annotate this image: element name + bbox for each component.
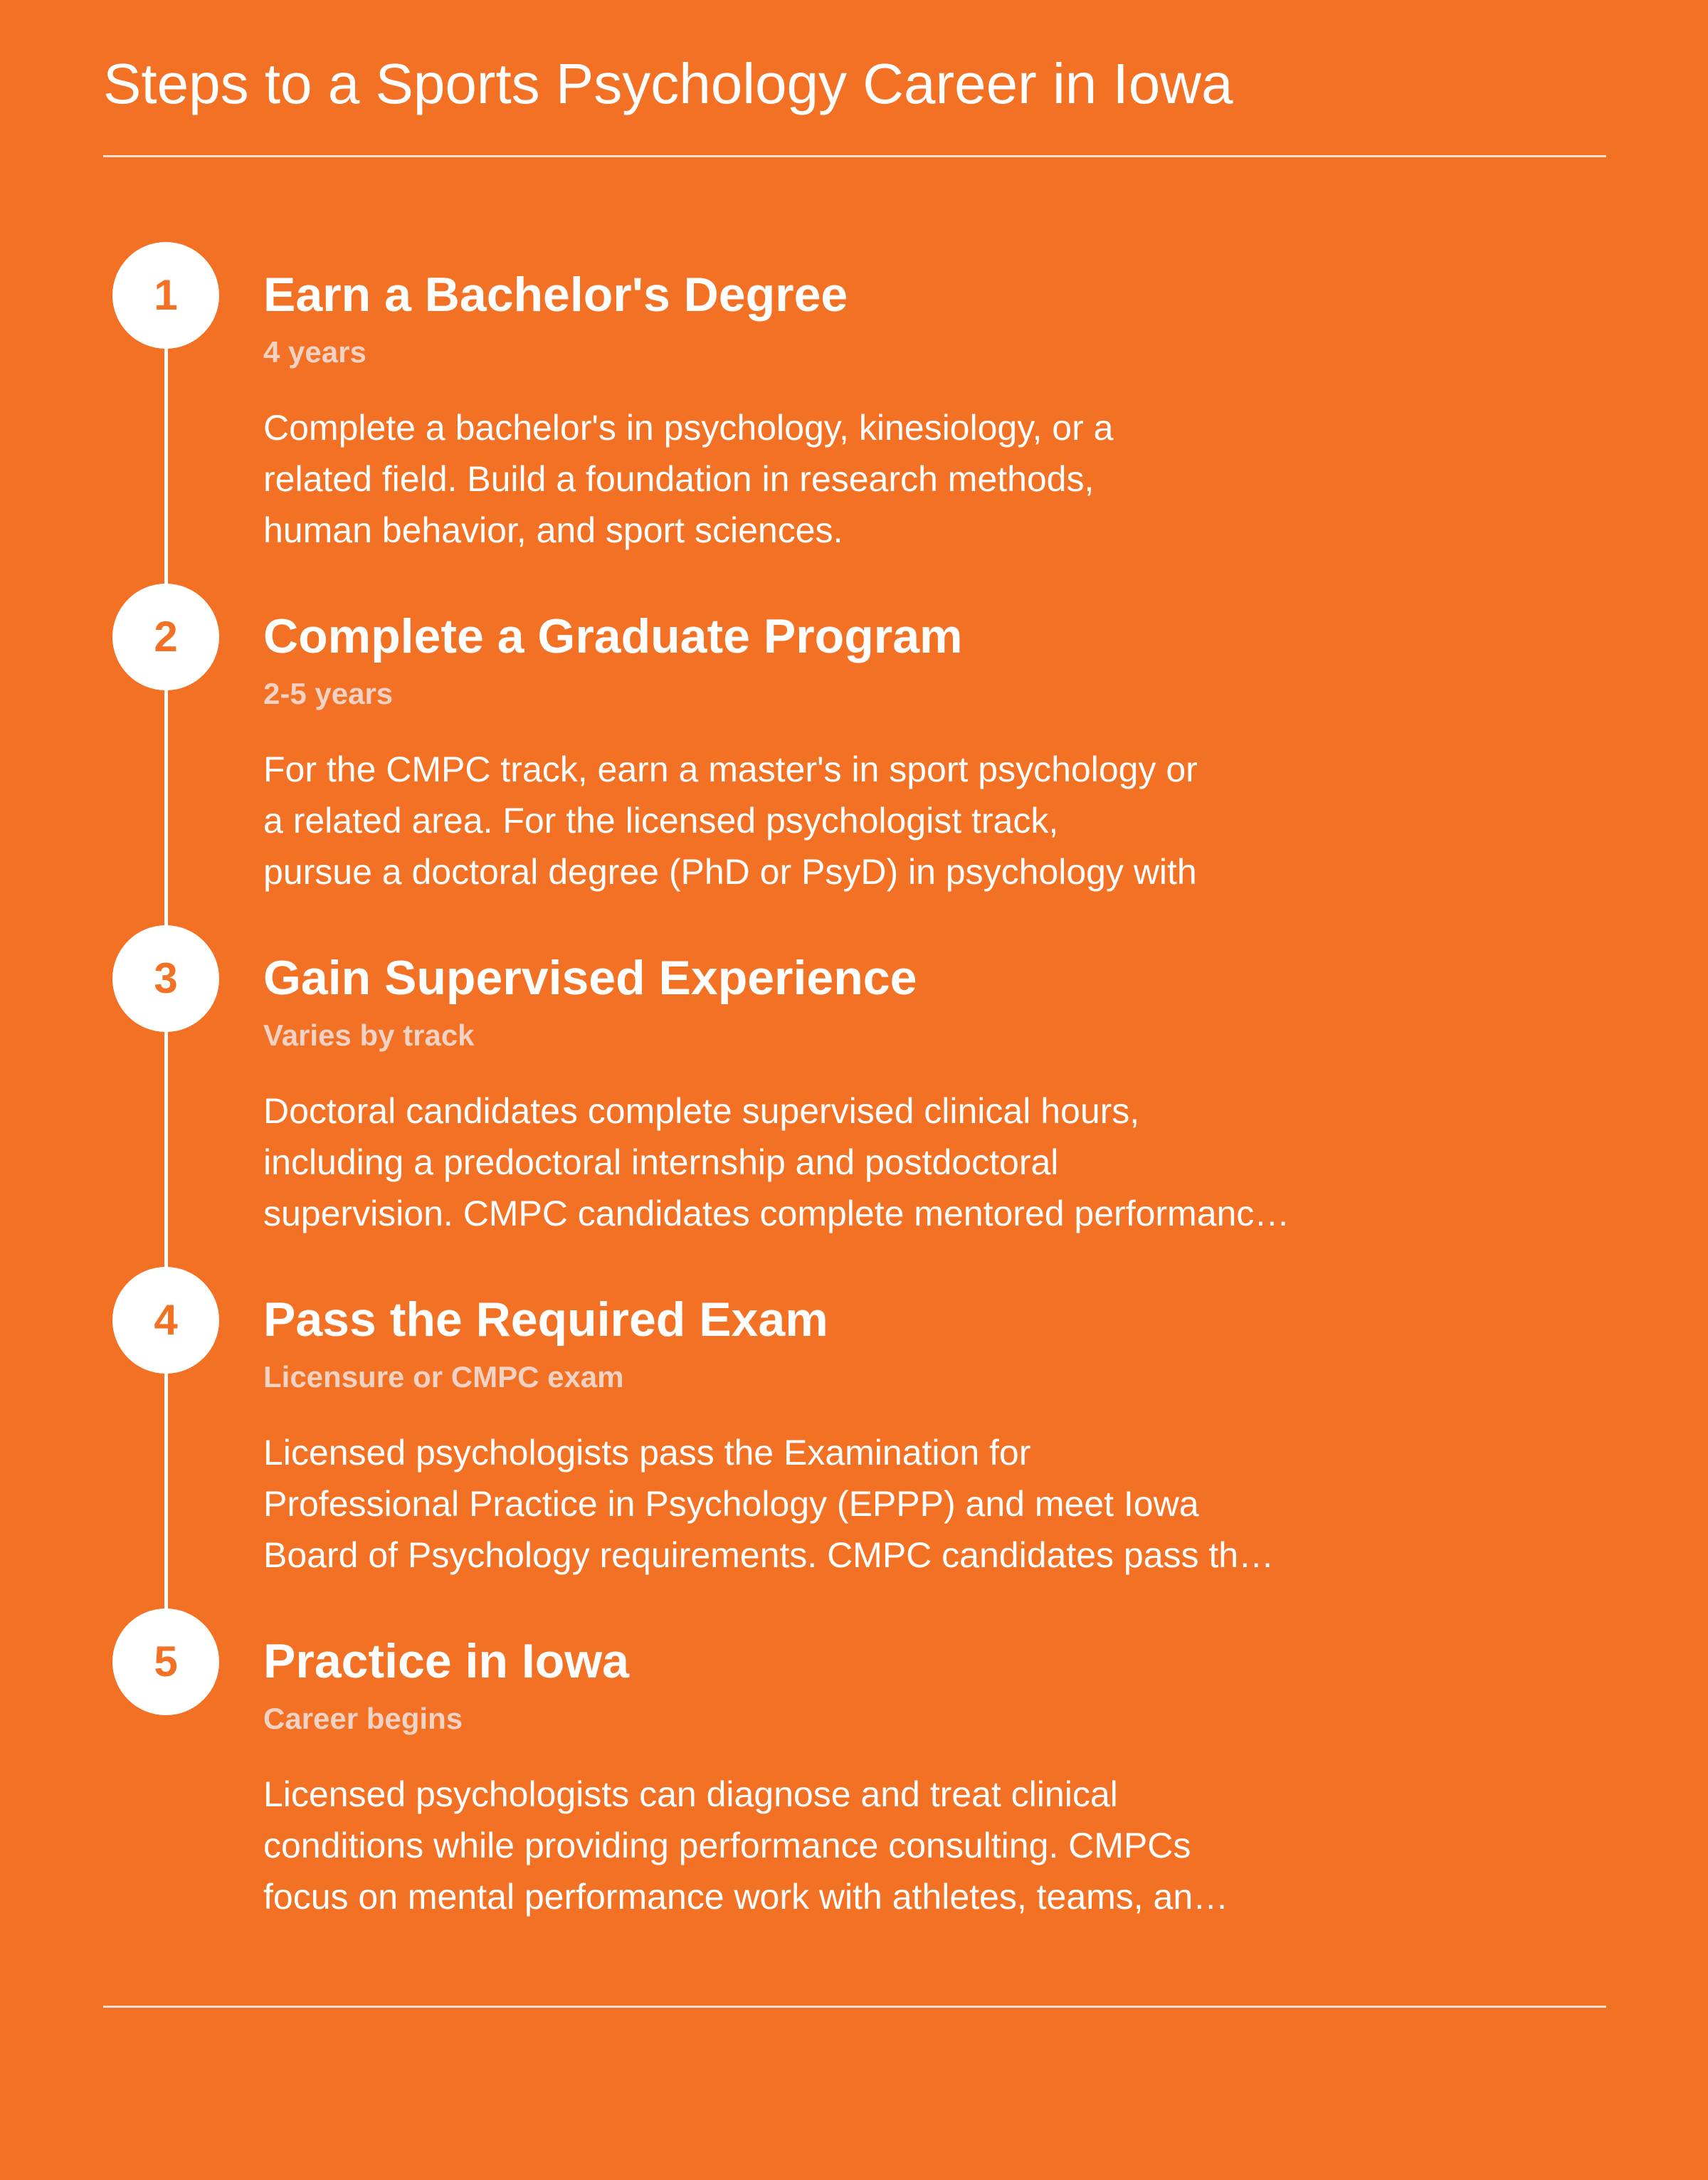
header-divider — [103, 155, 1606, 157]
step-number-badge: 5 — [112, 1608, 219, 1715]
step-description: Licensed psychologists can diagnose and treat clinical conditions while providing performance consulting. CMPCs focus on mental performance work with athletes, teams, an… — [263, 1774, 1229, 1917]
step-number-badge: 3 — [112, 925, 219, 1032]
step-number-badge: 2 — [112, 584, 219, 690]
step-duration: 2-5 years — [263, 677, 394, 710]
step-title: Practice in Iowa — [263, 1634, 629, 1688]
step-duration: Career begins — [263, 1702, 463, 1735]
step-number-badge: 4 — [112, 1267, 219, 1374]
footer-divider — [103, 2006, 1606, 2008]
step-duration: Licensure or CMPC exam — [263, 1360, 624, 1394]
step-duration: 4 years — [263, 335, 367, 369]
step-title: Gain Supervised Experience — [263, 951, 917, 1005]
step-description: For the CMPC track, earn a master's in sport psychology or a related area. For the licensed psychologist track, pursue a doctoral degree (PhD or PsyD) in psychology with — [263, 749, 1198, 892]
step-description: Doctoral candidates complete supervised clinical hours, including a predoctoral internship and postdoctoral supervision. CMPC candidates complete mentored performanc… — [263, 1091, 1290, 1233]
step-description: Licensed psychologists pass the Examination for Professional Practice in Psychology (EPPP) and meet Iowa Board of Psychology requirements. CMPC candidates pass th… — [263, 1433, 1275, 1575]
step-item — [0, 1267, 1708, 1608]
page-title: Steps to a Sports Psychology Career in Iowa — [103, 52, 1233, 115]
step-duration: Varies by track — [263, 1018, 475, 1052]
step-title: Earn a Bachelor's Degree — [263, 268, 848, 322]
step-item — [0, 1608, 1708, 1950]
step-item — [0, 242, 1708, 584]
step-description: Complete a bachelor's in psychology, kinesiology, or a related field. Build a foundation in research methods, human behavior, and sport sciences. — [263, 408, 1114, 550]
step-item — [0, 584, 1708, 925]
step-item — [0, 925, 1708, 1267]
step-title: Complete a Graduate Program — [263, 609, 963, 663]
step-title: Pass the Required Exam — [263, 1292, 828, 1347]
step-number-badge: 1 — [112, 242, 219, 349]
